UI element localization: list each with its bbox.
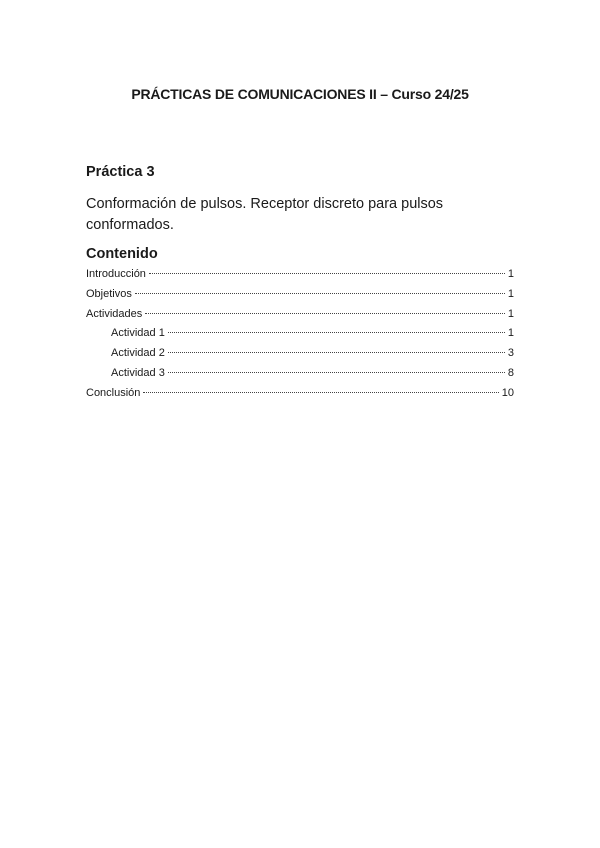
section-title: Práctica 3 [86,164,155,180]
toc-entry-page: 8 [507,366,514,379]
toc-entry-actividades[interactable] [86,308,514,328]
toc-entry-introduccion[interactable] [86,268,514,288]
toc-entry-page: 10 [501,386,514,399]
toc-entry-actividad-1[interactable] [86,327,514,347]
toc-leader-dots [145,313,505,314]
document-header: PRÁCTICAS DE COMUNICACIONES II – Curso 24/25 [131,86,469,102]
toc-entry-page: 1 [507,307,514,320]
toc-entry-label: Actividades [86,307,143,320]
section-subtitle: Conformación de pulsos. Receptor discreto para pulsos conformados. [86,196,444,233]
toc-entry-conclusion[interactable] [86,387,514,407]
toc-entry-label: Actividad 3 [111,366,165,379]
toc-leader-dots [168,352,505,353]
toc-entry-actividad-2[interactable] [86,347,514,367]
toc-leader-dots [135,293,505,294]
toc-entry-page: 3 [507,347,514,360]
toc-leader-dots [168,332,505,333]
toc-entry-actividad-3[interactable] [86,367,514,387]
toc-entry-page: 1 [507,327,514,340]
toc-entry-label: Actividad 1 [111,327,165,340]
toc-entry-page: 1 [507,287,514,300]
toc-entry-label: Actividad 2 [111,347,165,360]
toc-heading: Contenido [86,246,158,262]
toc-leader-dots [149,273,505,274]
toc-entry-label: Introducción [86,268,146,280]
toc-entry-objetivos[interactable] [86,288,514,308]
toc-entry-page: 1 [507,268,514,280]
toc-entry-label: Objetivos [86,287,132,300]
toc-entry-label: Conclusión [86,386,141,399]
table-of-contents [86,268,514,407]
toc-leader-dots [168,372,505,373]
toc-leader-dots [143,392,498,393]
